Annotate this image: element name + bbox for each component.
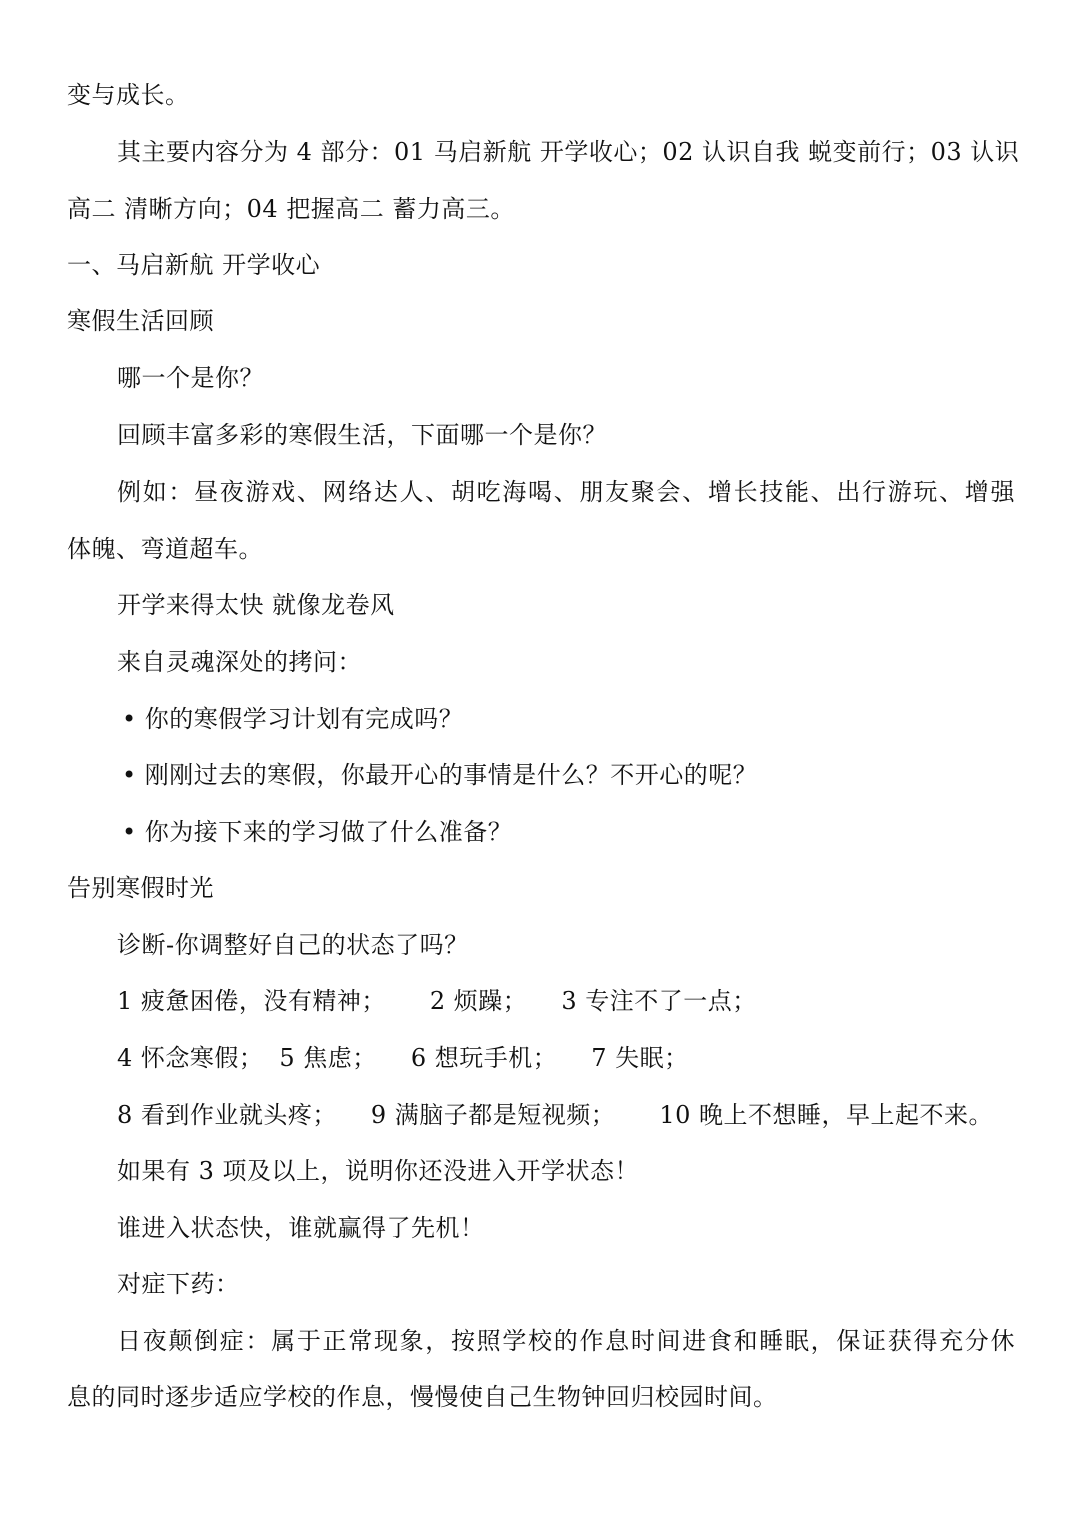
subheading-winter-review: 寒假生活回顾 (67, 307, 214, 335)
content-overview-line-2: 高二 清晰方向；04 把握高二 蓄力高三。 (67, 195, 515, 223)
examples-line-1: 例如：昼夜游戏、网络达人、胡吃海喝、朋友聚会、增长技能、出行游玩、增强 (117, 478, 1015, 506)
review-prompt: 回顾丰富多彩的寒假生活，下面哪一个是你？ (117, 421, 607, 449)
bullet-item-plan: • 你的寒假学习计划有完成吗？ (122, 705, 464, 733)
symptom-3: 3 专注不了一点； (561, 987, 757, 1015)
remedy-paragraph-line-1: 日夜颠倒症：属于正常现象，按照学校的作息时间进食和睡眠，保证获得充分休 (117, 1327, 1015, 1355)
symptom-10: 10 晚上不想睡，早上起不来。 (659, 1101, 993, 1129)
question-which-one: 哪一个是你？ (117, 364, 264, 392)
bullet-item-preparation: • 你为接下来的学习做了什么准备？ (122, 818, 513, 846)
remedy-heading: 对症下药： (117, 1270, 240, 1298)
symptom-4: 4 怀念寒假； (117, 1044, 264, 1072)
symptom-1: 1 疲惫困倦，没有精神； (117, 987, 386, 1015)
symptom-9: 9 满脑子都是短视频； (370, 1101, 616, 1129)
symptom-line-2 (117, 1042, 1077, 1074)
symptom-8: 8 看到作业就头疼； (117, 1101, 337, 1129)
remedy-paragraph-line-2: 息的同时逐步适应学校的作息，慢慢使自己生物钟回归校园时间。 (67, 1383, 778, 1411)
soul-questions-heading: 来自灵魂深处的拷问： (117, 648, 362, 676)
bullet-item-happiest: • 刚刚过去的寒假，你最开心的事情是什么？不开心的呢？ (122, 761, 758, 789)
diagnosis-result: 如果有 3 项及以上，说明你还没进入开学状态！ (117, 1157, 640, 1185)
section-heading-1: 一、马启新航 开学收心 (67, 251, 321, 279)
symptom-2: 2 烦躁； (429, 987, 528, 1015)
content-overview-line-1: 其主要内容分为 4 部分：01 马启新航 开学收心；02 认识自我 蜕变前行；03 认识 (117, 138, 1020, 166)
symptom-line-1 (117, 985, 1077, 1017)
subheading-farewell: 告别寒假时光 (67, 874, 214, 902)
symptom-7: 7 失眠； (591, 1044, 689, 1072)
paragraph-continuation: 变与成长。 (67, 81, 190, 109)
examples-line-2: 体魄、弯道超车。 (67, 535, 263, 563)
school-starts-fast: 开学来得太快 就像龙卷风 (117, 591, 395, 619)
symptom-5: 5 焦虑； (279, 1044, 377, 1072)
early-advantage: 谁进入状态快，谁就赢得了先机！ (117, 1214, 485, 1242)
diagnosis-question: 诊断-你调整好自己的状态了吗？ (117, 931, 469, 959)
symptom-line-3 (117, 1099, 1077, 1131)
symptom-6: 6 想玩手机； (410, 1044, 558, 1072)
